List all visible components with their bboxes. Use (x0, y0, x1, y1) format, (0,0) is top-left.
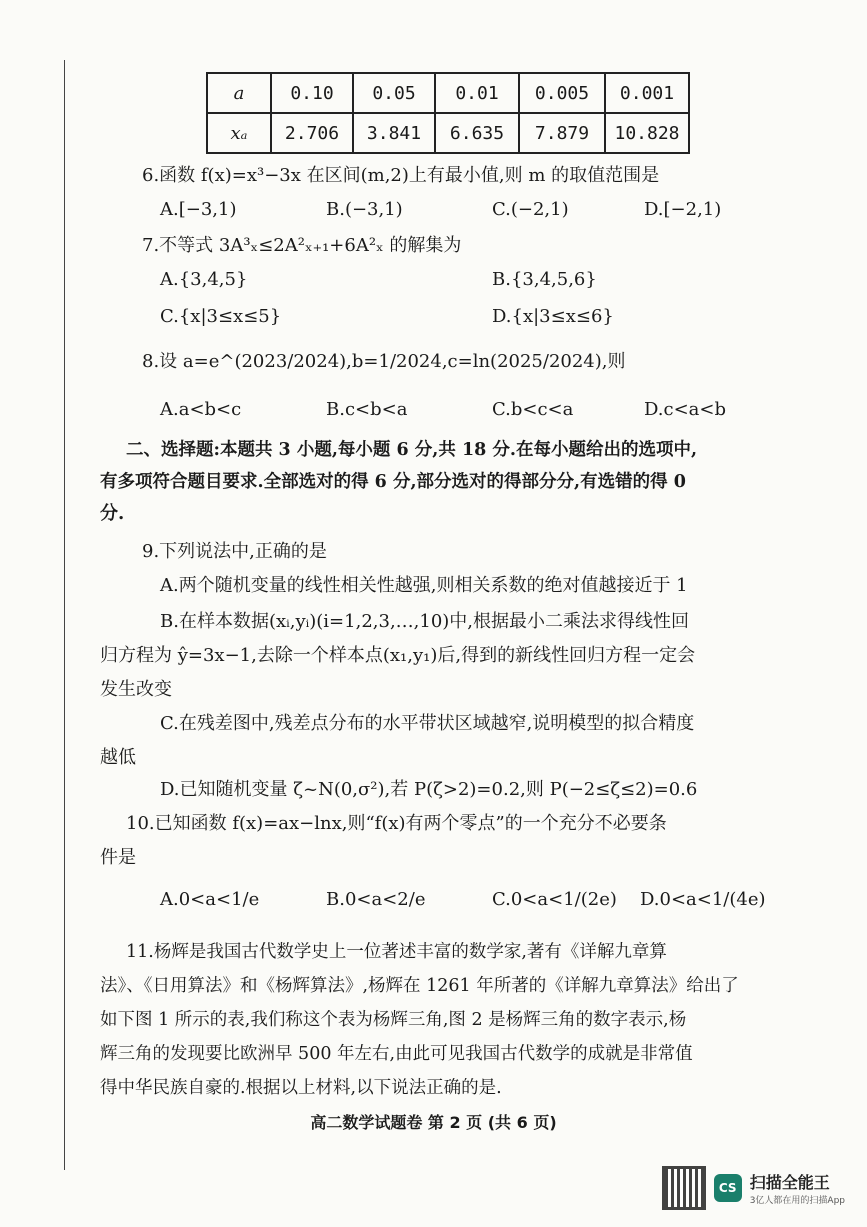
question-7-stem: 7.不等式 3A³ₓ≤2A²ₓ₊₁+6A²ₓ 的解集为 (142, 235, 462, 256)
section-2-line-1: 二、选择题:本题共 3 小题,每小题 6 分,共 18 分.在每小题给出的选项中, (126, 440, 698, 460)
table-cell: 0.10 (271, 73, 353, 113)
table-cell: a (207, 73, 271, 113)
table-cell: 0.01 (435, 73, 519, 113)
question-11-line-1: 11.杨辉是我国古代数学史上一位著述丰富的数学家,著有《详解九章算 (126, 942, 667, 962)
qr-code-icon (662, 1166, 706, 1210)
table-cell: 0.001 (605, 73, 689, 113)
q9-option-c-line-1: C.在残差图中,残差点分布的水平带状区域越窄,说明模型的拟合精度 (160, 713, 695, 734)
section-2-line-3: 分. (100, 503, 125, 524)
critical-value-table (206, 72, 690, 154)
q7-option-d: D.{x|3≤x≤6} (492, 306, 614, 327)
q6-option-c: C.(−2,1) (492, 199, 569, 220)
q7-option-a: A.{3,4,5} (160, 269, 248, 290)
q10-option-a: A.0<a<1/e (160, 889, 260, 910)
camscanner-logo-icon: CS (714, 1174, 742, 1202)
question-10-stem-line-2: 件是 (100, 847, 136, 868)
q6-option-d: D.[−2,1) (644, 199, 722, 220)
question-11-line-2: 法》、《日用算法》和《杨辉算法》,杨辉在 1261 年所著的《详解九章算法》给出了 (100, 976, 739, 996)
section-2-line-2: 有多项符合题目要求.全部选对的得 6 分,部分选对的得部分分,有选错的得 0 (100, 472, 686, 492)
table-cell: 2.706 (271, 113, 353, 153)
question-11-line-5: 得中华民族自豪的.根据以上材料,以下说法正确的是. (100, 1078, 502, 1098)
q8-option-d: D.c<a<b (644, 399, 727, 420)
table-cell: 10.828 (605, 113, 689, 153)
q10-option-d: D.0<a<1/(4e) (640, 889, 766, 910)
table-row (207, 73, 689, 113)
table-row (207, 113, 689, 153)
table-cell: 0.005 (519, 73, 605, 113)
q8-option-c: C.b<c<a (492, 399, 574, 420)
q9-option-b-line-2: 归方程为 ŷ=3x−1,去除一个样本点(x₁,y₁)后,得到的新线性回归方程一定会 (100, 645, 696, 666)
q7-option-b: B.{3,4,5,6} (492, 269, 597, 290)
q9-option-d: D.已知随机变量 ζ~N(0,σ²),若 P(ζ>2)=0.2,则 P(−2≤ζ≤2)=0.6 (160, 779, 698, 800)
q6-option-b: B.(−3,1) (326, 199, 403, 220)
q9-option-a: A.两个随机变量的线性相关性越强,则相关系数的绝对值越接近于 1 (160, 575, 688, 596)
q10-option-b: B.0<a<2/e (326, 889, 426, 910)
question-11-line-4: 辉三角的发现要比欧洲早 500 年左右,由此可见我国古代数学的成就是非常值 (100, 1044, 693, 1064)
q8-option-a: A.a<b<c (160, 399, 242, 420)
question-6-stem: 6.函数 f(x)=x³−3x 在区间(m,2)上有最小值,则 m 的取值范围是 (142, 165, 660, 186)
q6-option-a: A.[−3,1) (160, 199, 237, 220)
q7-option-c: C.{x|3≤x≤5} (160, 306, 282, 327)
scanner-watermark (662, 1166, 845, 1210)
question-8-stem: 8.设 a=e^(2023/2024),b=1/2024,c=ln(2025/2024),则 (142, 351, 626, 372)
margin-line (64, 60, 65, 1170)
question-10-stem-line-1: 10.已知函数 f(x)=ax−lnx,则“f(x)有两个零点”的一个充分不必要条 (126, 813, 667, 834)
q9-option-c-line-2: 越低 (100, 747, 136, 768)
page-footer: 高二数学试题卷 第 2 页 (共 6 页) (310, 1113, 557, 1132)
question-9-stem: 9.下列说法中,正确的是 (142, 541, 327, 562)
table-cell: 0.05 (353, 73, 435, 113)
q9-option-b-line-1: B.在样本数据(xᵢ,yᵢ)(i=1,2,3,…,10)中,根据最小二乘法求得线性回 (160, 611, 690, 632)
table-cell: xₐ (207, 113, 271, 153)
brand-tagline: 3亿人都在用的扫描App (749, 1196, 845, 1206)
q9-option-b-line-3: 发生改变 (100, 679, 172, 700)
q10-option-c: C.0<a<1/(2e) (492, 889, 617, 910)
question-11-line-3: 如下图 1 所示的表,我们称这个表为杨辉三角,图 2 是杨辉三角的数字表示,杨 (100, 1010, 687, 1030)
table-cell: 6.635 (435, 113, 519, 153)
brand-name: 扫描全能王 (749, 1173, 830, 1192)
table-cell: 7.879 (519, 113, 605, 153)
table-cell: 3.841 (353, 113, 435, 153)
q8-option-b: B.c<b<a (326, 399, 408, 420)
